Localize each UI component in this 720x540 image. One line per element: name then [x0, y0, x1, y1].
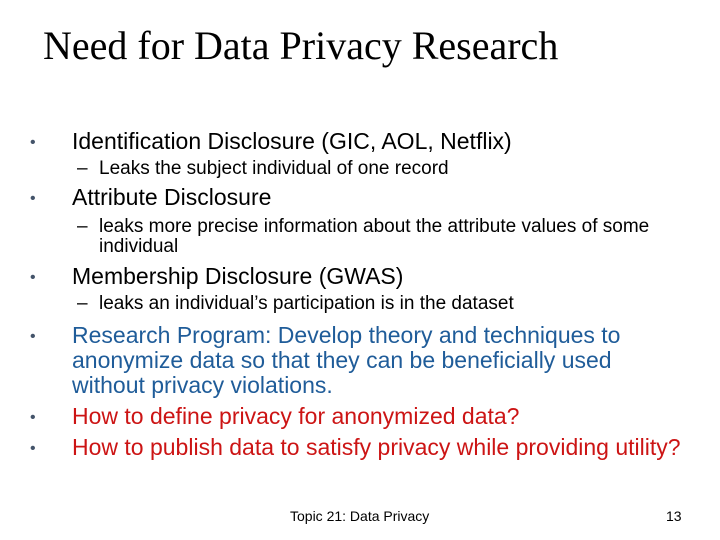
bullet-text: Identification Disclosure (GIC, AOL, Netflix) [72, 128, 512, 154]
dash-marker: – [77, 216, 88, 237]
bullet-marker: • [30, 328, 36, 345]
bullet-text: Membership Disclosure (GWAS) [72, 263, 404, 289]
sub-bullet-leaks-participation [77, 294, 697, 314]
footer-topic: Topic 21: Data Privacy [290, 508, 430, 524]
sub-bullet-leaks-attribute [77, 217, 697, 257]
sub-bullet-text: leaks more precise information about the attribute values of some individual [99, 216, 650, 257]
bullet-text: How to define privacy for anonymized data? [72, 403, 520, 429]
dash-marker: – [77, 293, 88, 314]
bullet-marker: • [30, 190, 36, 207]
dash-marker: – [77, 158, 88, 179]
bullet-text: Attribute Disclosure [72, 184, 272, 210]
bullet-marker: • [30, 440, 36, 457]
bullet-attribute-disclosure [30, 185, 690, 210]
bullet-publish-data [30, 435, 690, 460]
bullet-marker: • [30, 134, 36, 151]
bullet-text: Research Program: Develop theory and techniques to anonymize data so that they can be beneficially used without privacy violations. [72, 322, 621, 398]
sub-bullet-text: Leaks the subject individual of one record [99, 158, 449, 179]
slide-title: Need for Data Privacy Research [43, 23, 559, 68]
sub-bullet-text: leaks an individual’s participation is in the dataset [99, 293, 514, 314]
page-number: 13 [666, 508, 682, 524]
bullet-identification-disclosure [30, 129, 690, 154]
bullet-research-program [30, 323, 690, 398]
sub-bullet-leaks-subject [77, 159, 697, 179]
bullet-define-privacy [30, 404, 690, 429]
bullet-text: How to publish data to satisfy privacy while providing utility? [72, 434, 681, 460]
bullet-marker: • [30, 269, 36, 286]
bullet-marker: • [30, 409, 36, 426]
bullet-membership-disclosure [30, 264, 690, 289]
